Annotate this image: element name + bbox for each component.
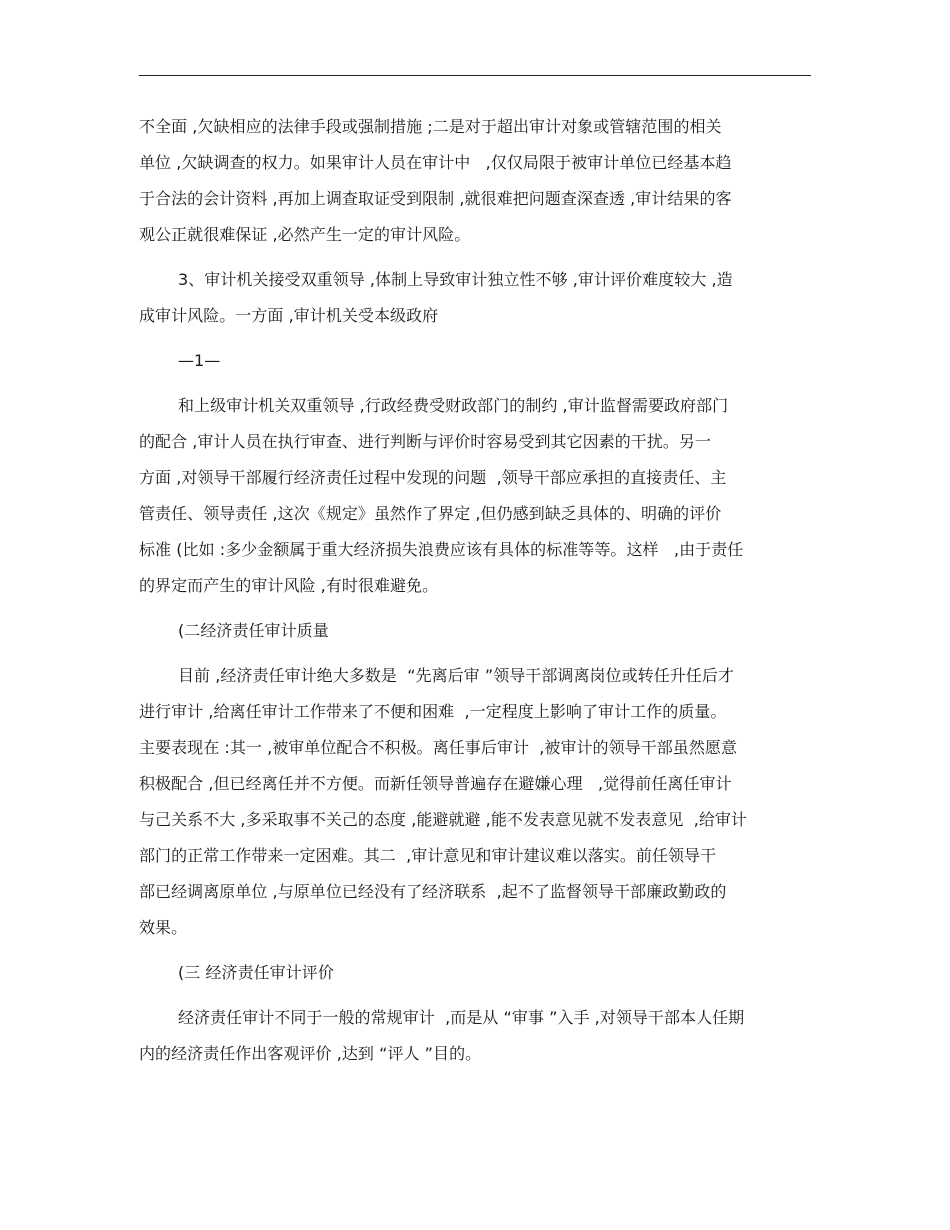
text-line: 的界定而产生的审计风险 ,有时很难避免。 bbox=[139, 576, 439, 595]
text-line: 主要表现在 :其一 ,被审单位配合不积极。离任事后审计 ,被审计的领导干部虽然愿意 bbox=[139, 738, 738, 757]
text-line: 观公正就很难保证 ,必然产生一定的审计风险。 bbox=[139, 225, 471, 244]
text-line: 方面 ,对领导干部履行经济责任过程中发现的问题 ,领导干部应承担的直接责任、主 bbox=[139, 468, 727, 487]
text-line: 3、审计机关接受双重领导 ,体制上导致审计独立性不够 ,审计评价难度较大 ,造 bbox=[178, 270, 733, 289]
paragraph-gap bbox=[139, 954, 811, 963]
header-rule bbox=[139, 75, 811, 76]
text-line: 管责任、领导责任 ,这次《规定》虽然作了界定 ,但仍感到缺乏具体的、明确的评价 bbox=[139, 504, 722, 523]
paragraph-gap bbox=[139, 387, 811, 396]
paragraph-gap bbox=[139, 657, 811, 666]
text-line: 部门的正常工作带来一定困难。其二 ,审计意见和审计建议难以落实。前任领导干 bbox=[139, 846, 717, 865]
text-line: 与己关系不大 ,多采取事不关己的态度 ,能避就避 ,能不发表意见就不发表意见 ,给审计 bbox=[139, 810, 747, 829]
text-line: 标准 (比如 :多少金额属于重大经济损失浪费应该有具体的标准等等。这样 ,由于责任 bbox=[139, 540, 744, 559]
paragraph-p8 bbox=[139, 1008, 811, 1064]
text-line: 进行审计 ,给离任审计工作带来了不便和困难 ,一定程度上影响了审计工作的质量。 bbox=[139, 702, 727, 721]
text-line: 和上级审计机关双重领导 ,行政经费受财政部门的制约 ,审计监督需要政府部门 bbox=[178, 396, 729, 415]
paragraph-p4 bbox=[139, 396, 811, 596]
paragraph-p7 bbox=[139, 963, 811, 983]
paragraph-p3 bbox=[139, 351, 811, 371]
paragraph-p6 bbox=[139, 666, 811, 938]
paragraph-gap bbox=[139, 342, 811, 351]
paragraph-p5 bbox=[139, 621, 811, 641]
text-line: 的配合 ,审计人员在执行审查、进行判断与评价时容易受到其它因素的干扰。另一 bbox=[139, 432, 712, 451]
text-line: —1— bbox=[178, 351, 221, 370]
text-line: (二经济责任审计质量 bbox=[178, 621, 329, 640]
document-body bbox=[139, 117, 811, 1080]
text-line: 目前 ,经济责任审计绝大多数是 “先离后审 ”领导干部调离岗位或转任升任后才 bbox=[178, 666, 734, 685]
text-line: 于合法的会计资料 ,再加上调查取证受到限制 ,就很难把问题查深查透 ,审计结果的客 bbox=[139, 189, 732, 208]
text-line: 成审计风险。一方面 ,审计机关受本级政府 bbox=[139, 306, 439, 325]
paragraph-p1 bbox=[139, 117, 811, 245]
text-line: 不全面 ,欠缺相应的法律手段或强制措施 ;二是对于超出审计对象或管辖范围的相关 bbox=[139, 117, 722, 136]
text-line: 内的经济责任作出客观评价 ,达到 “评人 ”目的。 bbox=[139, 1044, 482, 1063]
text-line: 单位 ,欠缺调查的权力。如果审计人员在审计中 ,仅仅局限于被审计单位已经基本趋 bbox=[139, 153, 732, 172]
text-line: 部已经调离原单位 ,与原单位已经没有了经济联系 ,起不了监督领导干部廉政勤政的 bbox=[139, 882, 727, 901]
text-line: 效果。 bbox=[139, 918, 188, 937]
paragraph-p2 bbox=[139, 270, 811, 326]
paragraph-gap bbox=[139, 612, 811, 621]
paragraph-gap bbox=[139, 261, 811, 270]
text-line: (三 经济责任审计评价 bbox=[178, 963, 334, 982]
text-line: 经济责任审计不同于一般的常规审计 ,而是从 “审事 ”入手 ,对领导干部本人任期 bbox=[178, 1008, 745, 1027]
paragraph-gap bbox=[139, 999, 811, 1008]
text-line: 积极配合 ,但已经离任并不方便。而新任领导普遍存在避嫌心理 ,觉得前任离任审计 bbox=[139, 774, 732, 793]
